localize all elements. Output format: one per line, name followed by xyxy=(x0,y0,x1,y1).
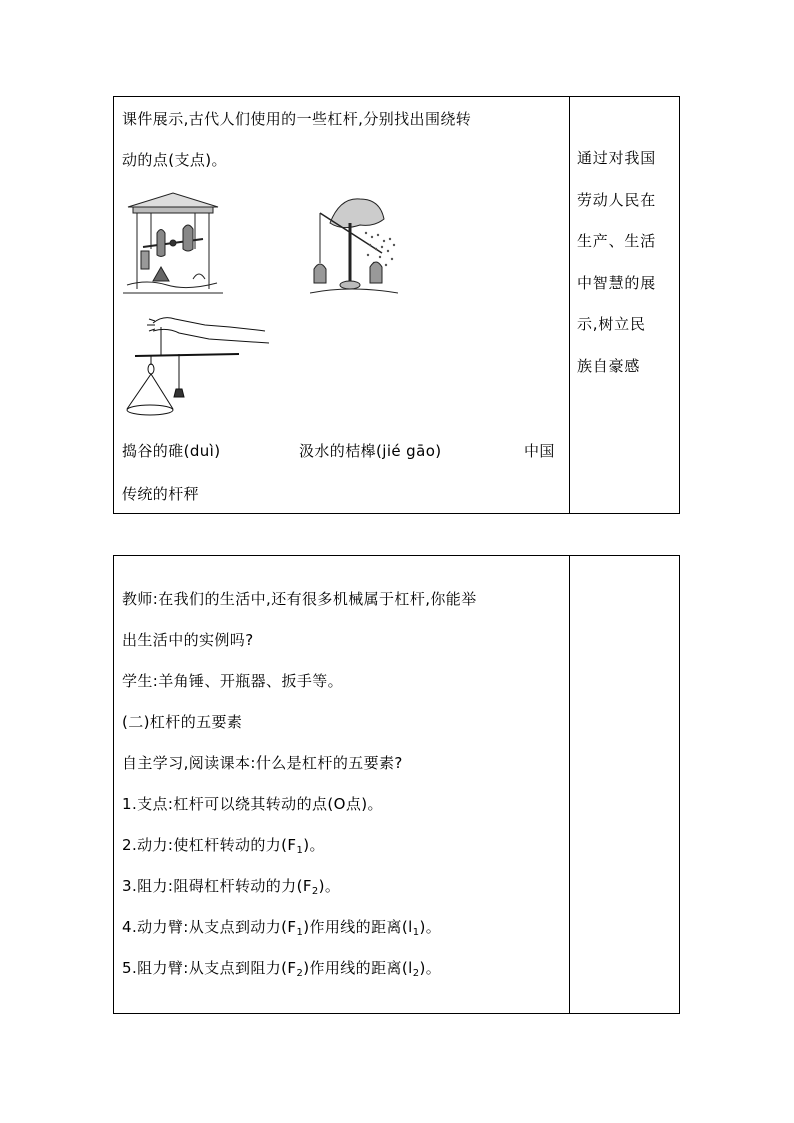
steelyard-illustration xyxy=(121,309,271,424)
student-answer: 学生:羊角锤、开瓶器、扳手等。 xyxy=(122,672,344,690)
purpose-line-6: 族自豪感 xyxy=(577,356,641,375)
caption-steelyard: 中国 xyxy=(524,442,555,460)
caption-continuation: 传统的杆秤 xyxy=(122,485,200,503)
content-cell xyxy=(122,99,562,181)
element-resistance-arm: 5.阻力臂:从支点到阻力$(F_2)$作用线的距离$(l_2)$。 xyxy=(122,959,442,979)
purpose-line-5: 示,树立民 xyxy=(577,315,646,333)
purpose-cell xyxy=(577,138,677,387)
lesson-table-1 xyxy=(113,96,680,514)
element-fulcrum: 1.支点:杠杆可以绕其转动的点(O点)。 xyxy=(122,795,383,813)
intro-line-1: 课件展示,古代人们使用的一些杠杆,分别找出围绕转 xyxy=(122,110,472,128)
column-divider xyxy=(569,556,570,1013)
pestle-illustration xyxy=(123,189,223,299)
teacher-question-line-2: 出生活中的实例吗? xyxy=(122,631,254,649)
self-study-prompt: 自主学习,阅读课本:什么是杠杆的五要素? xyxy=(122,754,403,772)
teacher-question-line-1: 教师:在我们的生活中,还有很多机械属于杠杆,你能举 xyxy=(122,590,477,608)
column-divider xyxy=(569,97,570,513)
element-effort-force: 2.动力:使杠杆转动的力$(F_1)$。 xyxy=(122,836,325,856)
lesson-table-2 xyxy=(113,555,680,1014)
well-sweep-illustration xyxy=(310,193,398,299)
section-heading: (二)杠杆的五要素 xyxy=(122,713,243,731)
purpose-line-1: 通过对我国 xyxy=(577,149,657,167)
element-resistance-force: 3.阻力:阻碍杠杆转动的力$(F_2)$。 xyxy=(122,877,341,897)
caption-pestle: 捣谷的碓(duì) xyxy=(122,442,221,460)
element-effort-arm: 4.动力臂:从支点到动力$(F_1)$作用线的距离$(l_1)$。 xyxy=(122,918,442,938)
purpose-line-4: 中智慧的展 xyxy=(577,273,657,292)
content-cell xyxy=(122,579,562,989)
caption-well-sweep: 汲水的桔槔(jié gāo) xyxy=(299,442,442,460)
purpose-line-3: 生产、生活 xyxy=(577,232,657,250)
intro-line-2: 动的点(支点)。 xyxy=(122,151,227,169)
purpose-line-2: 劳动人民在 xyxy=(577,190,657,209)
